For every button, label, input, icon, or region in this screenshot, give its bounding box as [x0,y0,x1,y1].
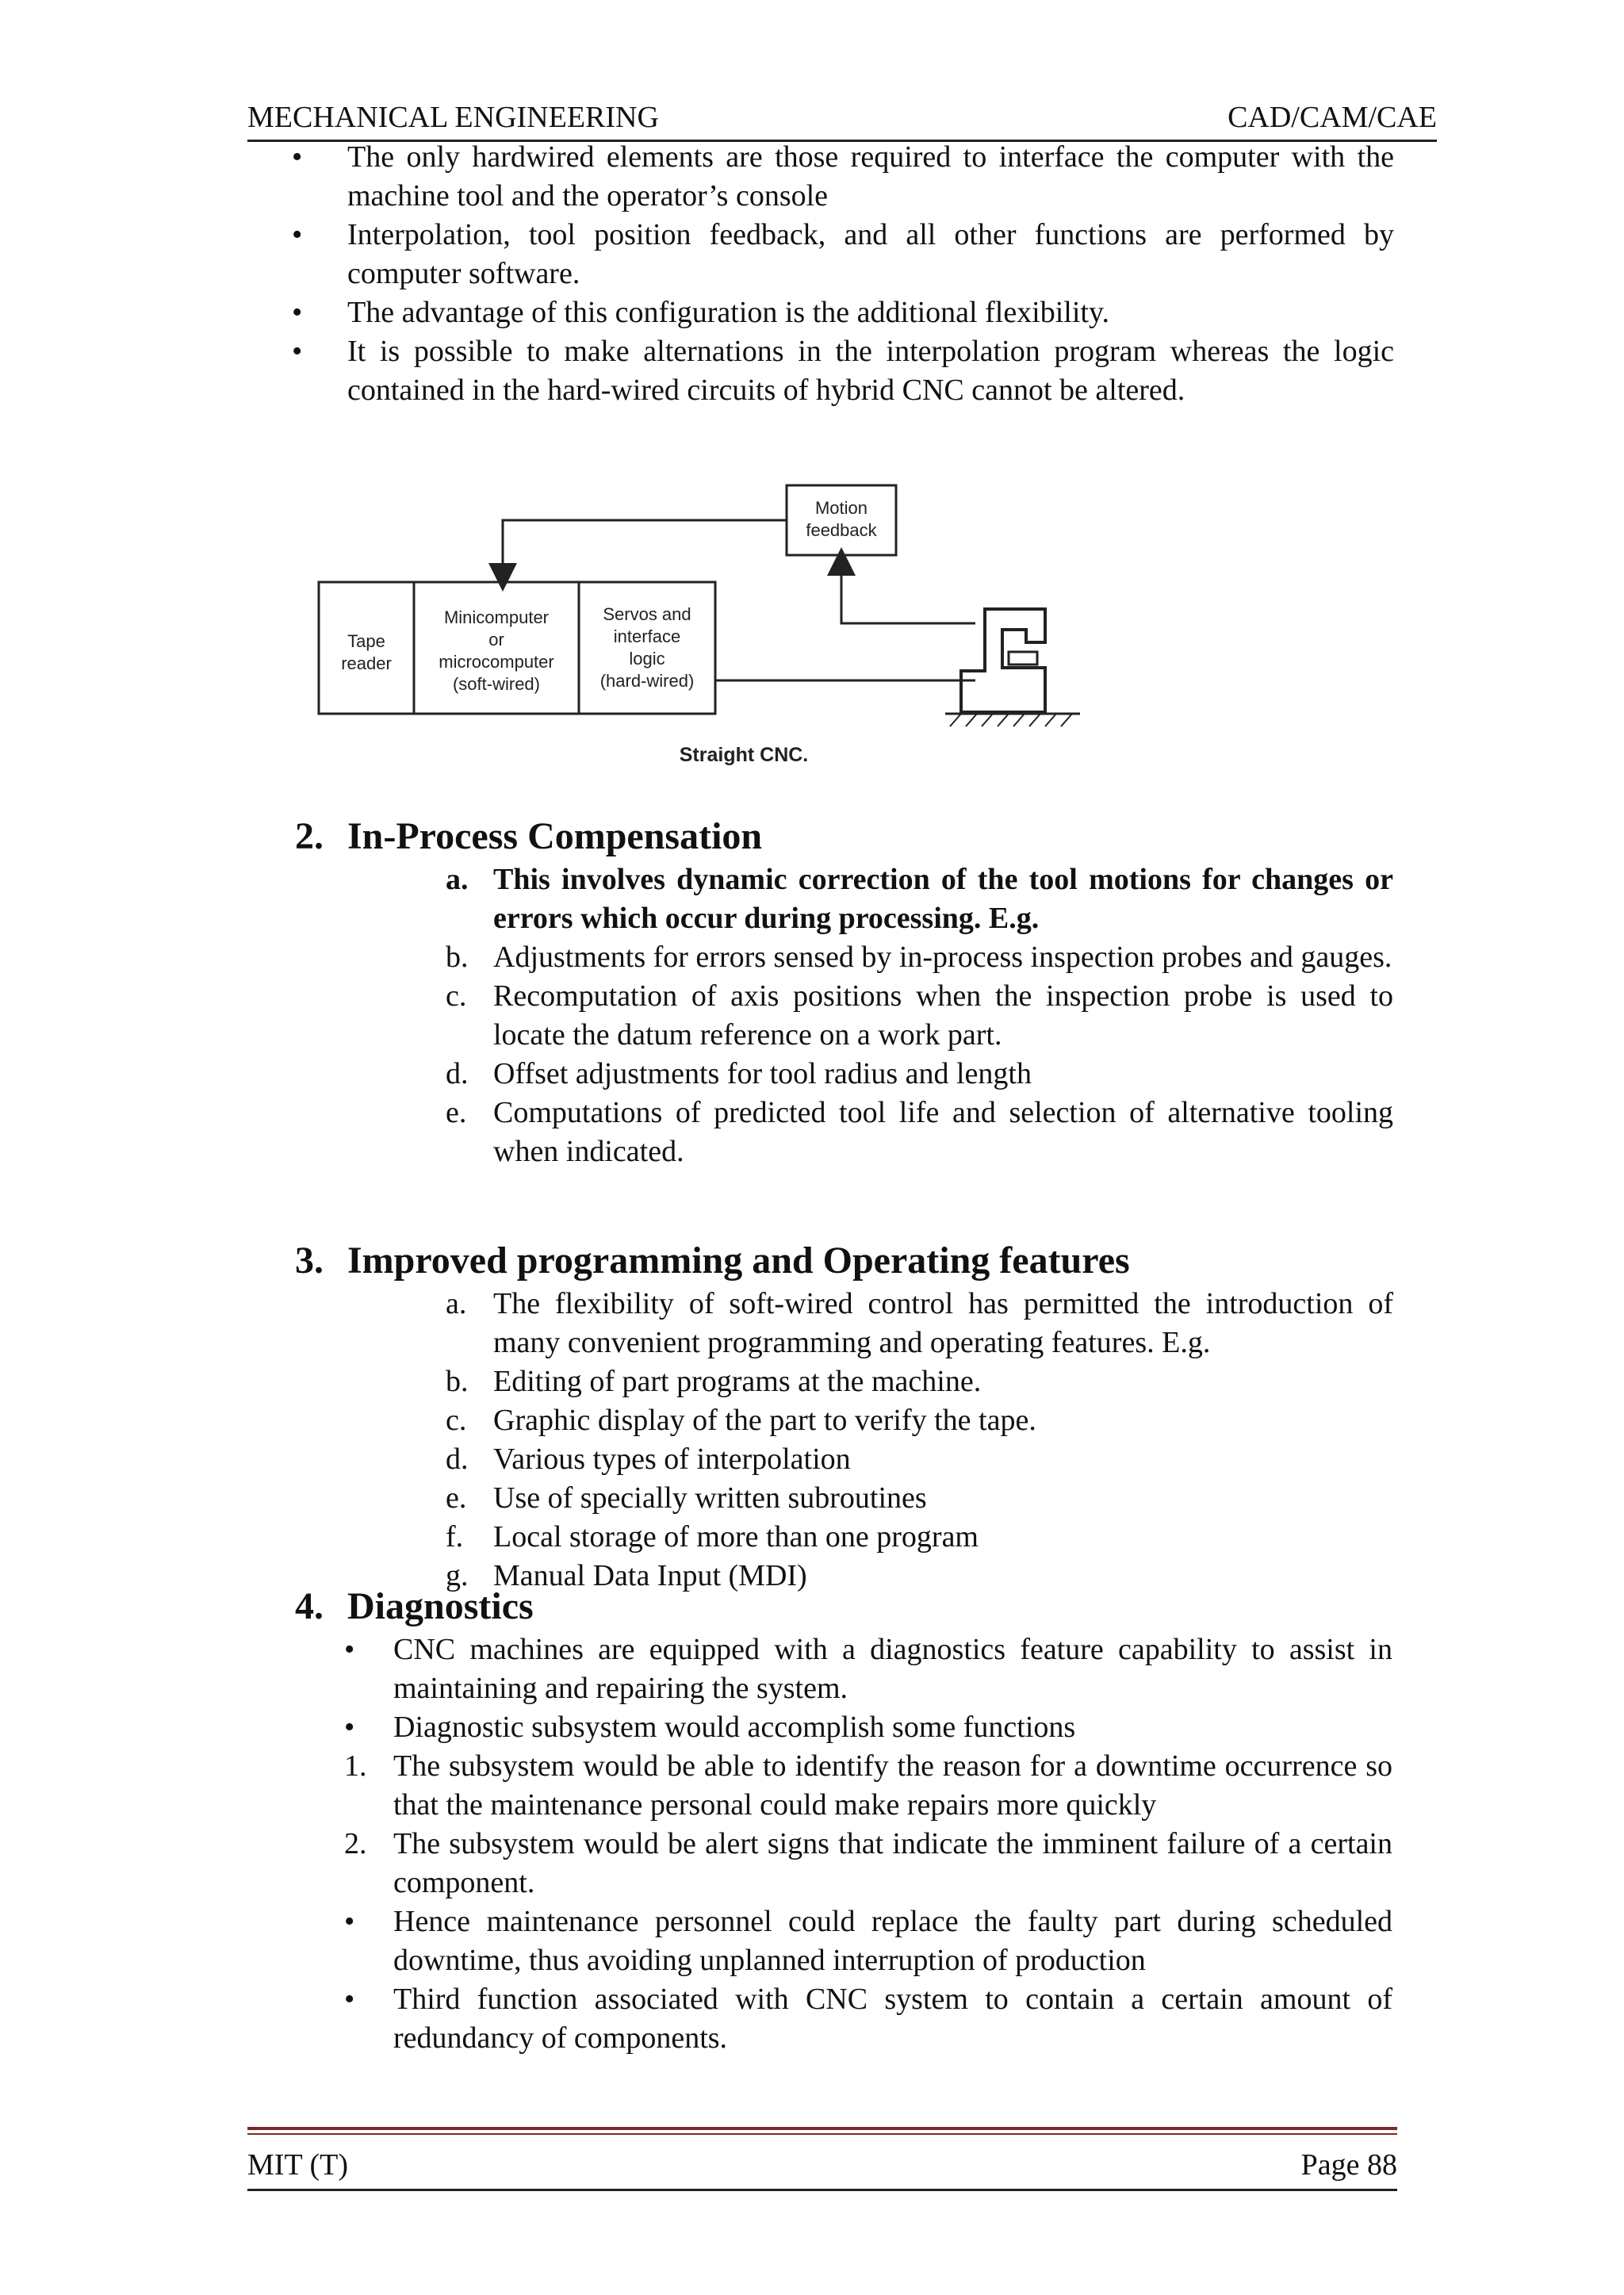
feedback-arrow [503,520,787,577]
section-heading: 2. In-Process Compensation [295,815,763,857]
page-number: Page 88 [1300,2148,1397,2182]
list-item: • Hence maintenance personnel could replace the faulty part during scheduled downtime, thus avoiding unplanned interruption of production [344,1905,1392,1977]
page-footer [247,2141,1397,2191]
servos-line3: logic [629,649,665,669]
list-item: c. Graphic display of the part to verify the tape. [446,1404,1036,1437]
list-item: • It is possible to make alternations in the interpolation program whereas the logic contained in the hard-wired circuits of hybrid CNC cannot be altered. [292,335,1394,407]
sensor-arrow [841,561,975,623]
list-item: e. Computations of predicted tool life and selection of alternative tooling when indicated. [446,1096,1393,1168]
section2-list [446,860,1393,1171]
list-item: d. Offset adjustments for tool radius and length [446,1057,1032,1090]
footer-left: MIT (T) [247,2148,348,2182]
servos-line2: interface [613,626,681,646]
minicomputer-line2: or [488,630,504,649]
intro-bullet-list [292,138,1394,410]
list-item: a. The flexibility of soft-wired control has permitted the introduction of many convenient programming and operating features. E.g. [446,1287,1393,1359]
list-item: • The only hardwired elements are those required to interface the computer with the machine tool and the operator’s console [292,140,1394,213]
page-header [247,95,1437,142]
section-in-process-compensation [295,813,1405,1171]
list-item: • Third function associated with CNC system to contain a certain amount of redundancy of components. [344,1983,1392,2055]
list-item: f. Local storage of more than one program [446,1520,979,1554]
list-item: g. Manual Data Input (MDI) [446,1559,807,1592]
header-right: CAD/CAM/CAE [1228,101,1437,134]
tape-reader-line1: Tape [347,631,385,651]
list-item: c. Recomputation of axis positions when the inspection probe is used to locate the datum reference on a work part. [446,979,1393,1052]
list-item: • The advantage of this configuration is the additional flexibility. [292,296,1110,329]
servos-line4: (hard-wired) [599,671,695,691]
list-item: • Diagnostic subsystem would accomplish some functions [344,1711,1076,1744]
section-heading: 3. Improved programming and Operating features [295,1239,1130,1282]
list-item: 2. The subsystem would be alert signs that indicate the imminent failure of a certain component. [344,1827,1392,1899]
section-heading: 4. Diagnostics [295,1585,534,1627]
list-item: • Interpolation, tool position feedback, and all other functions are performed by computer software. [292,218,1394,290]
tape-reader-line2: reader [341,653,392,673]
list-item: d. Various types of interpolation [446,1443,851,1476]
list-item: • CNC machines are equipped with a diagnostics feature capability to assist in maintaining and repairing the system. [344,1633,1392,1705]
list-item: a. This involves dynamic correction of the tool motions for changes or errors which occur during processing. E.g. [446,863,1393,935]
diagram-svg [295,473,1088,782]
section3-list [446,1285,1393,1596]
servos-line1: Servos and [603,604,691,624]
figure-caption: Straight CNC. [679,744,809,766]
motion-feedback-line1: Motion [814,498,868,518]
motion-feedback-line2: feedback [806,520,877,540]
footer-rule [247,2127,1397,2135]
section-diagnostics [295,1583,1405,2058]
ground-hatch [950,714,1072,726]
minicomputer-line4: (soft-wired) [452,674,541,694]
minicomputer-line1: Minicomputer [443,607,550,627]
section4-list [344,1630,1392,2058]
straight-cnc-diagram [295,473,1088,782]
minicomputer-line3: microcomputer [439,652,554,672]
list-item: b. Adjustments for errors sensed by in-process inspection probes and gauges. [446,941,1392,974]
header-left: MECHANICAL ENGINEERING [247,101,659,134]
list-item: 1. The subsystem would be able to identify the reason for a downtime occurrence so that the maintenance personal could make repairs more quickly [344,1749,1392,1822]
list-item: e. Use of specially written subroutines [446,1481,927,1515]
section-programming-features [295,1237,1405,1596]
list-item: b. Editing of part programs at the machine. [446,1365,982,1398]
